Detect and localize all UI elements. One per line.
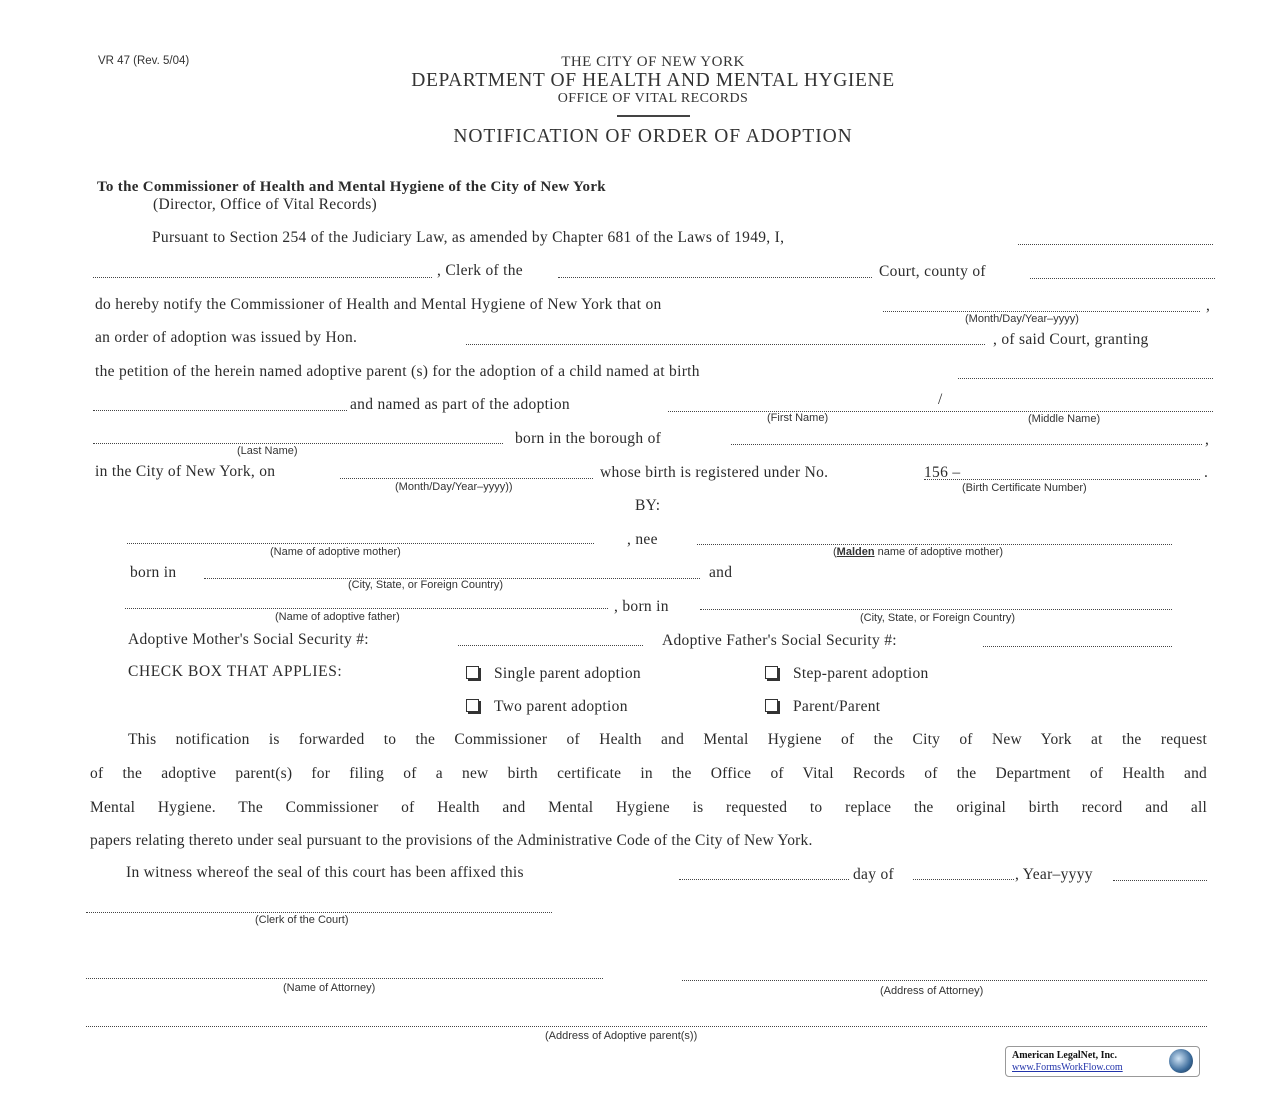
birth-name-field-2[interactable] bbox=[93, 410, 347, 411]
field-caption: (City, State, or Foreign Country) bbox=[860, 612, 1016, 624]
field-caption: (Birth Certificate Number) bbox=[962, 482, 1087, 494]
order-date-field[interactable] bbox=[883, 311, 1200, 312]
last-name-field[interactable] bbox=[93, 443, 503, 444]
label: Adoptive Father's Social Security #: bbox=[662, 632, 897, 649]
label: born in bbox=[130, 564, 177, 581]
label: do hereby notify the Commissioner of Health and Mental Hygiene of New York that on bbox=[95, 296, 662, 313]
paragraph-line: papers relating thereto under seal pursuant to the provisions of the Administrative Code of the City of New York. bbox=[90, 832, 813, 849]
field-caption: (Malden name of adoptive mother) bbox=[833, 546, 1003, 558]
label: Adoptive Mother's Social Security #: bbox=[128, 631, 369, 648]
field-caption: (Address of Attorney) bbox=[880, 985, 984, 997]
year-field[interactable] bbox=[1113, 880, 1207, 881]
label: in the City of New York, on bbox=[95, 463, 276, 480]
label: the petition of the herein named adoptive parent (s) for the adoption of a child named at birth bbox=[95, 363, 700, 380]
field-caption: (Address of Adoptive parent(s)) bbox=[545, 1030, 698, 1042]
option-label: Step-parent adoption bbox=[793, 665, 929, 682]
field-caption: (Clerk of the Court) bbox=[255, 914, 349, 926]
paragraph-line: This notification is forwarded to the Commissioner of Health and Mental Hygiene of the City of New York at the request bbox=[128, 731, 1207, 748]
label: / bbox=[938, 391, 943, 408]
field-caption: (Name of adoptive mother) bbox=[270, 546, 401, 558]
label: born in the borough of bbox=[515, 430, 662, 447]
by-label: BY: bbox=[635, 497, 661, 514]
city-heading: THE CITY OF NEW YORK bbox=[561, 54, 745, 70]
label: , bbox=[1206, 297, 1211, 314]
label: , nee bbox=[627, 531, 658, 548]
step-parent-checkbox[interactable] bbox=[765, 666, 778, 679]
mother-ssn-field[interactable] bbox=[458, 645, 643, 646]
parent-parent-checkbox[interactable] bbox=[765, 699, 778, 712]
company-name: American LegalNet, Inc. bbox=[1012, 1050, 1117, 1061]
label: , Clerk of the bbox=[437, 262, 523, 279]
attorney-name-field[interactable] bbox=[86, 978, 603, 979]
month-field[interactable] bbox=[913, 879, 1014, 880]
label: whose birth is registered under No. bbox=[600, 464, 829, 481]
field-caption: (Last Name) bbox=[237, 445, 298, 457]
field-caption: (Name of Attorney) bbox=[283, 982, 376, 994]
company-link[interactable]: www.FormsWorkFlow.com bbox=[1012, 1062, 1123, 1073]
adoptive-first-middle-field[interactable] bbox=[668, 411, 1213, 412]
addressee-sub: (Director, Office of Vital Records) bbox=[153, 196, 378, 213]
field-caption: (Month/Day/Year–yyyy)) bbox=[395, 481, 513, 493]
court-field[interactable] bbox=[558, 277, 872, 278]
form-title: NOTIFICATION OF ORDER OF ADOPTION bbox=[453, 126, 853, 147]
globe-icon bbox=[1169, 1049, 1193, 1073]
paragraph-line: of the adoptive parent(s) for filing of a new birth certificate in the Office of Vital Records of the Department of Health and bbox=[90, 765, 1207, 782]
clerk-name-field-2[interactable] bbox=[93, 277, 432, 278]
birth-date-field[interactable] bbox=[340, 478, 593, 479]
borough-field[interactable] bbox=[731, 444, 1202, 445]
mother-maiden-field[interactable] bbox=[697, 544, 1172, 545]
check-label: CHECK BOX THAT APPLIES: bbox=[128, 663, 343, 680]
form-id: VR 47 (Rev. 5/04) bbox=[98, 55, 190, 67]
label: , bbox=[1205, 431, 1210, 448]
judge-field[interactable] bbox=[466, 344, 985, 345]
department-heading: DEPARTMENT OF HEALTH AND MENTAL HYGIENE bbox=[411, 70, 895, 91]
intro-text: Pursuant to Section 254 of the Judiciary Law, as amended by Chapter 681 of the Laws of 1949, I, bbox=[152, 229, 785, 246]
label: , Year–yyyy bbox=[1015, 866, 1093, 883]
mother-name-field[interactable] bbox=[127, 543, 594, 544]
field-caption: (City, State, or Foreign Country) bbox=[348, 579, 504, 591]
label: day of bbox=[853, 866, 894, 883]
label: an order of adoption was issued by Hon. bbox=[95, 329, 358, 346]
birth-name-field[interactable] bbox=[958, 378, 1213, 379]
footer-logo bbox=[1005, 1046, 1200, 1077]
day-field[interactable] bbox=[679, 879, 849, 880]
parent-address-field[interactable] bbox=[86, 1026, 1207, 1027]
paragraph-line: Mental Hygiene. The Commissioner of Health and Mental Hygiene is requested to replace the original birth record and all bbox=[90, 799, 1207, 816]
label: In witness whereof the seal of this court has been affixed this bbox=[126, 864, 524, 881]
label: and bbox=[709, 564, 733, 581]
clerk-signature-field[interactable] bbox=[86, 912, 552, 913]
divider bbox=[617, 115, 690, 117]
two-parent-checkbox[interactable] bbox=[466, 699, 479, 712]
label: , born in bbox=[614, 598, 669, 615]
attorney-address-field[interactable] bbox=[682, 980, 1207, 981]
county-field[interactable] bbox=[1030, 278, 1215, 279]
label: and named as part of the adoption bbox=[350, 396, 570, 413]
single-parent-checkbox[interactable] bbox=[466, 666, 479, 679]
addressee: To the Commissioner of Health and Mental Hygiene of the City of New York bbox=[97, 179, 606, 195]
field-caption: (Name of adoptive father) bbox=[275, 611, 400, 623]
option-label: Two parent adoption bbox=[494, 698, 628, 715]
father-birthplace-field[interactable] bbox=[700, 609, 1172, 610]
clerk-name-field[interactable] bbox=[1018, 244, 1213, 245]
office-heading: OFFICE OF VITAL RECORDS bbox=[557, 91, 749, 106]
label: Court, county of bbox=[879, 263, 986, 280]
field-caption: (First Name) bbox=[767, 412, 829, 424]
cert-prefix: 156 – bbox=[924, 464, 961, 481]
label: , of said Court, granting bbox=[993, 331, 1149, 348]
father-name-field[interactable] bbox=[125, 608, 608, 609]
field-caption: (Month/Day/Year–yyyy) bbox=[965, 313, 1079, 325]
option-label: Single parent adoption bbox=[494, 665, 641, 682]
cert-number-field[interactable] bbox=[924, 479, 1200, 480]
field-caption: (Middle Name) bbox=[1028, 413, 1101, 425]
label: . bbox=[1204, 464, 1209, 481]
father-ssn-field[interactable] bbox=[983, 646, 1172, 647]
option-label: Parent/Parent bbox=[793, 698, 881, 715]
